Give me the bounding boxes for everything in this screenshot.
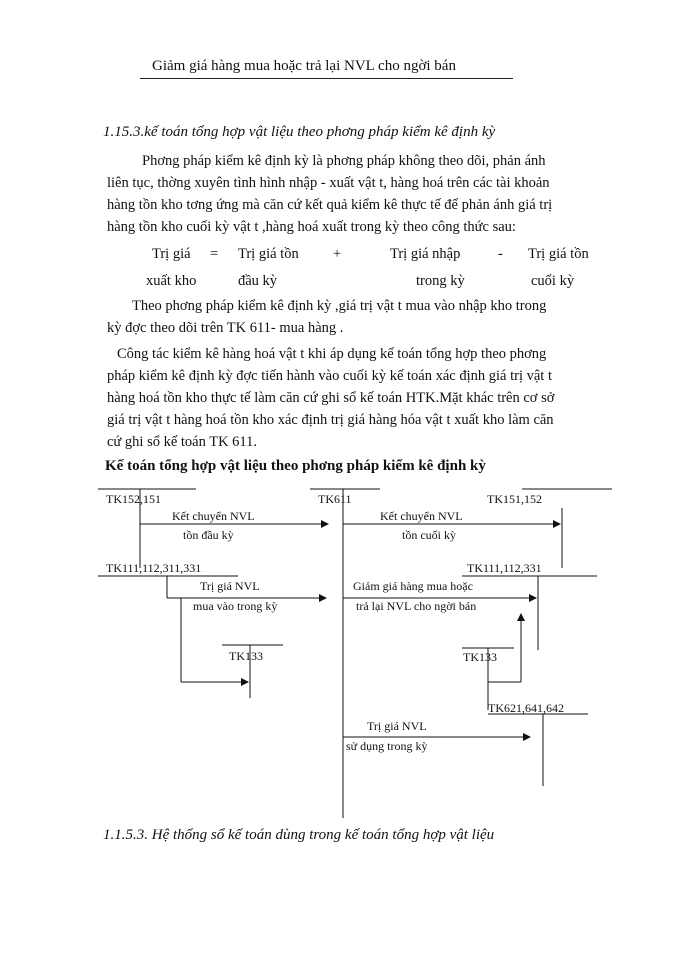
page-header: Giảm giá hàng mua hoặc trả lại NVL cho ngời bán bbox=[152, 58, 456, 74]
paragraph-line: hàng tồn kho tơng ứng mà căn cứ kết quả kiểm kê thực tế để phản ánh giá trị bbox=[107, 197, 553, 213]
section-heading: 1.15.3.kế toán tổng hợp vật liệu theo phơng pháp kiểm kê định kỳ bbox=[103, 124, 496, 140]
label-ton-cuoi-ky: tồn cuối kỳ bbox=[402, 528, 456, 542]
formula-term: xuất kho bbox=[146, 273, 197, 289]
paragraph-line: hàng hoá tồn kho thực tế làm căn cứ ghi sổ kế toán HTK.Mặt khác trên cơ sở bbox=[107, 390, 555, 406]
account-tk111-right: TK111,112,331 bbox=[467, 561, 542, 575]
account-tk151: TK151,152 bbox=[487, 492, 542, 506]
label-kc-nvl-2: Kết chuyển NVL bbox=[380, 509, 463, 523]
paragraph-line: cứ ghi sổ kế toán TK 611. bbox=[107, 434, 258, 450]
paragraph-line: Theo phơng pháp kiểm kê định kỳ ,giá trị vật t mua vào nhập kho trong bbox=[132, 298, 547, 314]
paragraph-line: liên tục, thờng xuyên tình hình nhập - xuất vật t, hàng hoá trên các tài khoản bbox=[107, 175, 550, 191]
label-kc-nvl-1: Kết chuyển NVL bbox=[172, 509, 255, 523]
paragraph-line: Phơng pháp kiểm kê định kỳ là phơng pháp không theo dõi, phản ánh bbox=[142, 153, 546, 169]
formula-term: Trị giá tồn bbox=[238, 246, 299, 262]
account-tk133-left: TK133 bbox=[229, 649, 263, 663]
account-tk133-right: TK133 bbox=[463, 650, 497, 664]
formula-term: Trị giá nhập bbox=[390, 246, 461, 262]
account-tk621: TK621,641,642 bbox=[488, 701, 564, 715]
label-ton-dau-ky: tồn đầu kỳ bbox=[183, 528, 234, 542]
formula-term: Trị giá tồn bbox=[528, 246, 589, 262]
diagram-title: Kế toán tổng hợp vật liệu theo phơng pháp kiểm kê định kỳ bbox=[105, 458, 486, 474]
label-mua-vao: mua vào trong kỳ bbox=[193, 599, 278, 613]
label-giam-gia: Giảm giá hàng mua hoặc bbox=[353, 579, 473, 593]
formula-operator: = bbox=[210, 246, 219, 262]
label-su-dung: sử dụng trong kỳ bbox=[346, 739, 428, 753]
label-tra-lai: trả lại NVL cho ngời bán bbox=[356, 599, 477, 613]
account-tk611: TK611 bbox=[318, 492, 352, 506]
account-tk111-left: TK111,112,311,331 bbox=[106, 561, 202, 575]
account-tk152: TK152,151 bbox=[106, 492, 161, 506]
label-tri-gia-nvl-2: Trị giá NVL bbox=[367, 719, 427, 733]
formula-term: trong kỳ bbox=[416, 273, 465, 289]
paragraph-line: pháp kiểm kê định kỳ đợc tiến hành vào cuối kỳ kế toán xác định giá trị vật t bbox=[107, 368, 552, 384]
paragraph-line: kỳ đợc theo dõi trên TK 611- mua hàng . bbox=[107, 320, 344, 336]
formula-term: Trị giá bbox=[152, 246, 191, 262]
section-heading-2: 1.1.5.3. Hệ thống sổ kế toán dùng trong kế toán tổng hợp vật liệu bbox=[103, 827, 495, 843]
formula-operator: - bbox=[498, 246, 503, 262]
formula-operator: + bbox=[333, 246, 342, 262]
label-tri-gia-nvl-1: Trị giá NVL bbox=[200, 579, 260, 593]
paragraph-line: hàng tồn kho cuối kỳ vật t ,hàng hoá xuất trong kỳ theo công thức sau: bbox=[107, 219, 516, 235]
formula-term: cuối kỳ bbox=[531, 273, 575, 289]
paragraph-line: giá trị vật t hàng hoá tồn kho xác định trị giá hàng hóa vật t xuất kho làm căn bbox=[107, 412, 554, 428]
formula-term: đầu kỳ bbox=[238, 273, 278, 289]
paragraph-line: Công tác kiểm kê hàng hoá vật t khi áp dụng kế toán tổng hợp theo phơng bbox=[117, 346, 547, 362]
